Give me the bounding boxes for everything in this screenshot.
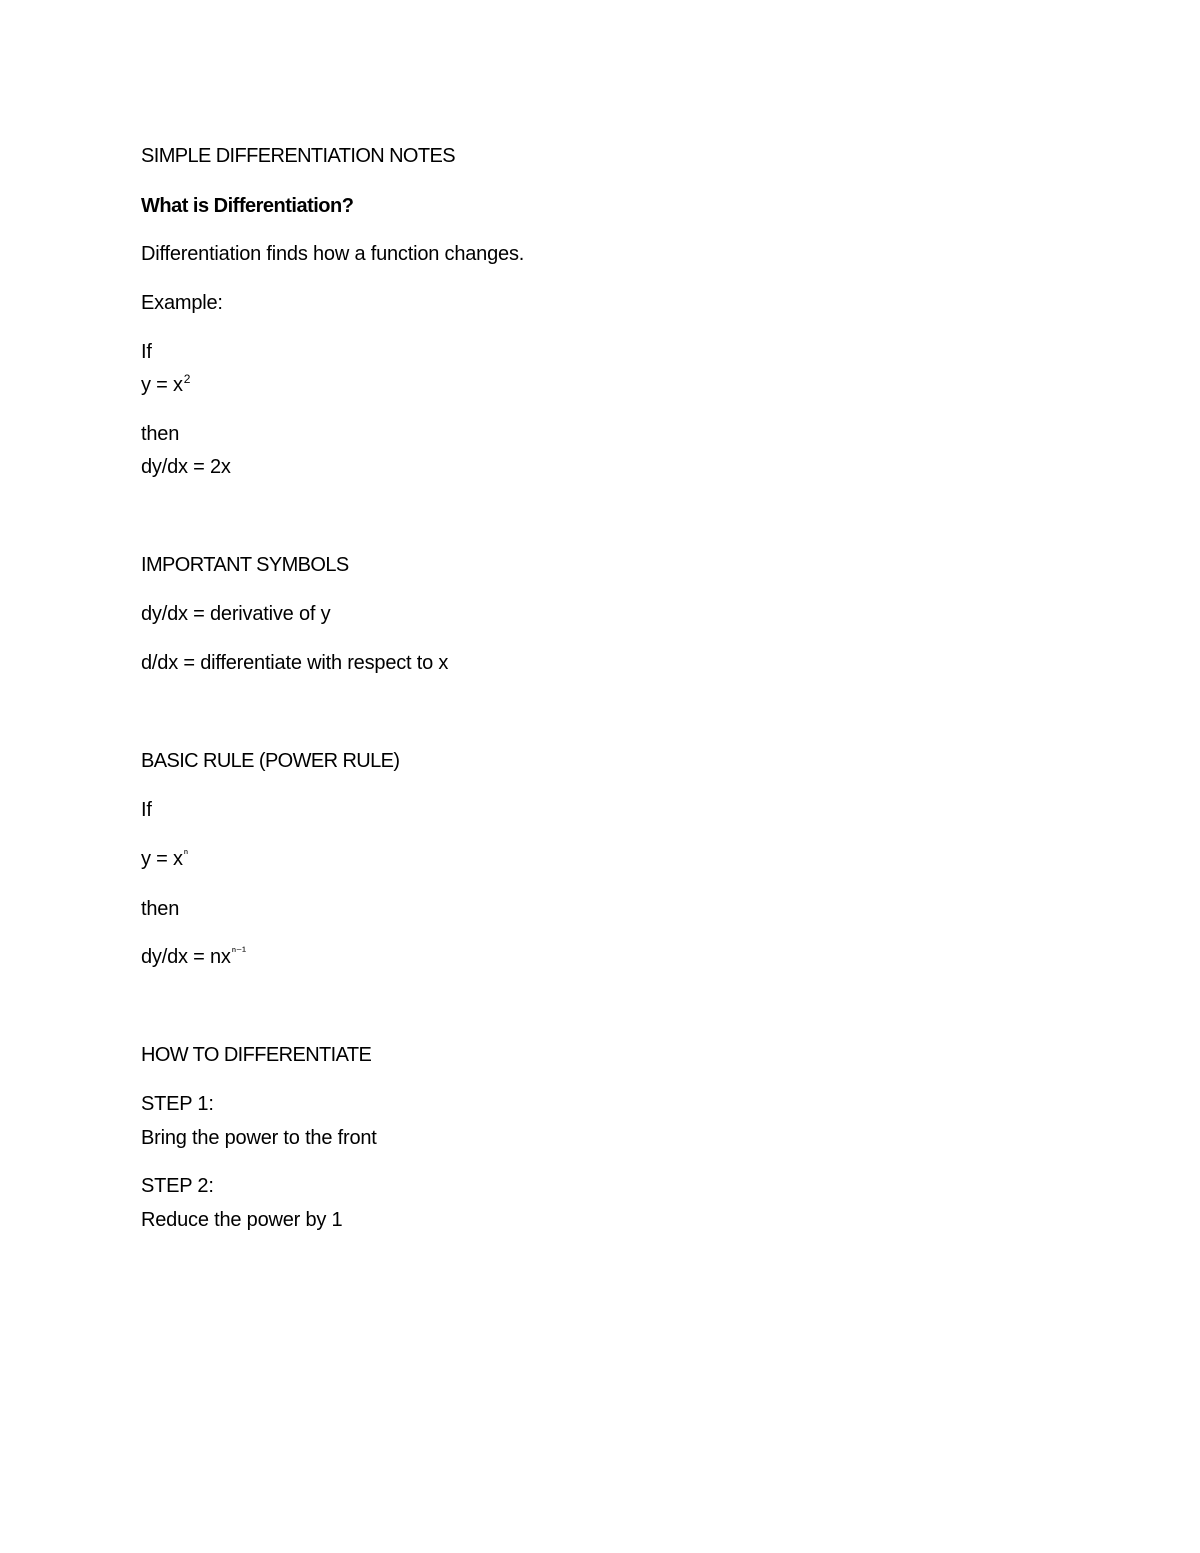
power-rule-heading: BASIC RULE (POWER RULE) [141, 750, 400, 772]
step-text: Reduce the power by 1 [141, 1209, 343, 1231]
intro-definition: Differentiation finds how a function changes. [141, 243, 525, 265]
power-rule-equation [141, 847, 188, 871]
document-title: SIMPLE DIFFERENTIATION NOTES [141, 145, 455, 167]
power-rule-result-exponent: ⁿ⁻¹ [231, 944, 246, 958]
intro-question: What is Differentiation? [141, 195, 354, 217]
how-to-heading: HOW TO DIFFERENTIATE [141, 1044, 372, 1066]
power-rule-if-label: If [141, 799, 152, 821]
power-rule-then-label: then [141, 898, 180, 920]
intro-equation-exponent: 2 [183, 372, 191, 386]
intro-equation [141, 373, 190, 397]
intro-if-label: If [141, 341, 152, 363]
step-label: STEP 1: [141, 1093, 214, 1115]
step-text: Bring the power to the front [141, 1127, 377, 1149]
intro-then-label: then [141, 423, 180, 445]
power-rule-equation-exponent: ⁿ [183, 846, 188, 860]
step-label: STEP 2: [141, 1175, 214, 1197]
intro-result: dy/dx = 2x [141, 456, 231, 478]
symbol-item: dy/dx = derivative of y [141, 603, 331, 625]
power-rule-result-base: dy/dx = nx [141, 946, 231, 968]
example-label: Example: [141, 292, 223, 314]
intro-equation-base: y = x [141, 374, 183, 396]
power-rule-equation-base: y = x [141, 848, 183, 870]
symbols-heading: IMPORTANT SYMBOLS [141, 554, 349, 576]
power-rule-result [141, 945, 246, 969]
symbol-item: d/dx = differentiate with respect to x [141, 652, 449, 674]
